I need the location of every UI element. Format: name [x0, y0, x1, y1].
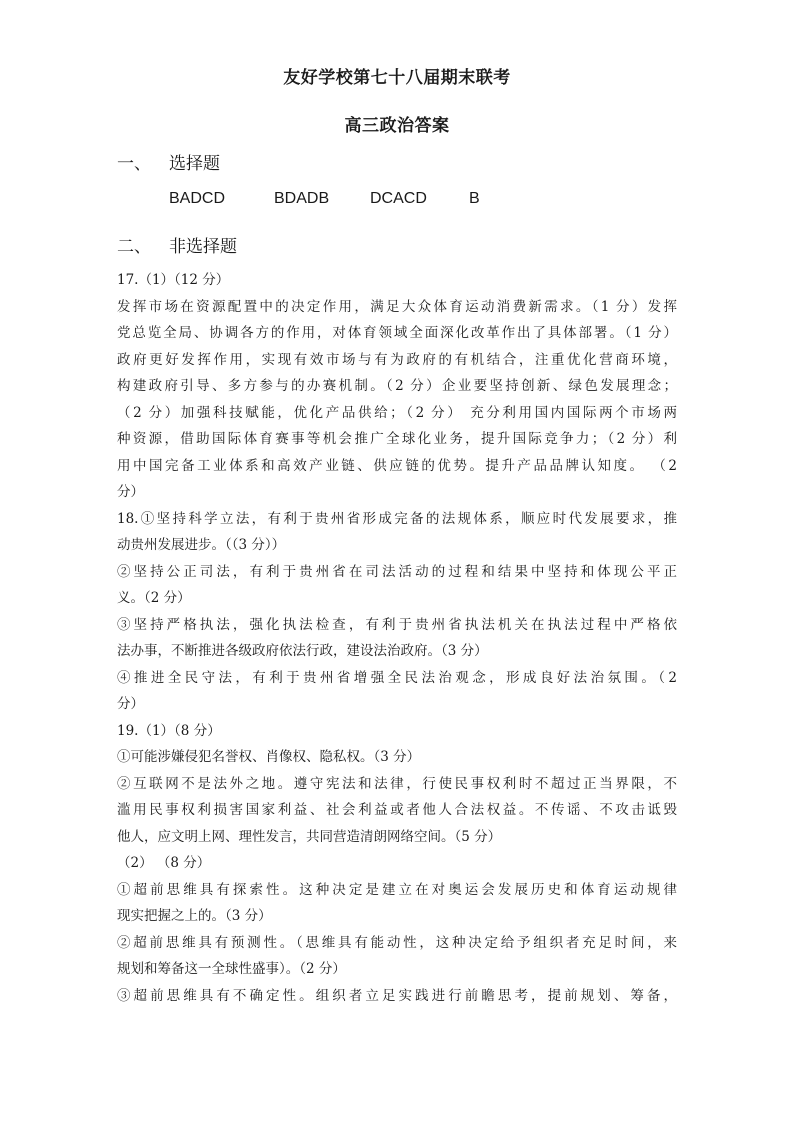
answer-line: 种资源，借助国际体育赛事等机会推广全球化业务，提升国际竞争力；（2 分）利: [117, 431, 677, 447]
answer-group: DCACD: [370, 190, 427, 207]
answer-line: ②坚持公正司法，有利于贵州省在司法活动的过程和结果中坚持和体现公平正: [117, 563, 677, 580]
answer-line: ③超前思维具有不确定性。组织者立足实践进行前瞻思考，提前规划、筹备，: [117, 987, 677, 1004]
answer-group: BADCD: [169, 190, 226, 207]
answer-line: 法办事，不断推进各级政府依法行政，建设法治政府。（3 分）: [117, 643, 488, 659]
answer-line: （2 分）加强科技赋能，优化产品供给；（2 分） 充分利用国内国际两个市场两: [117, 404, 677, 421]
answer-line: 党总览全局、协调各方的作用，对体育领域全面深化改革作出了具体部署。（1 分）: [117, 325, 677, 341]
answer-line: 发挥市场在资源配置中的决定作用，满足大众体育运动消费新需求。（1 分）发挥: [117, 298, 677, 315]
answer-line: 17.（1）（12 分）: [117, 272, 230, 288]
answer-line: 19.（1）（8 分）: [117, 722, 221, 739]
answer-line: 现实把握之上的。（3 分）: [117, 908, 272, 924]
answer-line: ①超前思维具有探索性。这种决定是建立在对奥运会发展历史和体育运动规律: [117, 881, 677, 898]
answer-line: ④推进全民守法，有利于贵州省增强全民法治观念，形成良好法治氛围。（2: [117, 669, 677, 686]
answer-line: 分）: [117, 484, 144, 500]
answer-line: 18.①坚持科学立法，有利于贵州省形成完备的法规体系，顺应时代发展要求，推: [117, 510, 677, 527]
answer-line: （2） （8 分）: [117, 855, 211, 871]
section-number: 二、: [117, 237, 151, 257]
answer-line: 他人，应文明上网、理性发言，共同营造清朗网络空间。（5 分）: [117, 828, 502, 845]
answer-line: 规划和筹备这一全球性盛事）。（2 分）: [117, 961, 346, 977]
answer-body: [117, 267, 677, 1009]
section-label: 选择题: [169, 154, 220, 174]
answer-line: ①可能涉嫌侵犯名誉权、肖像权、隐私权。（3 分）: [117, 749, 421, 765]
answer-line: 分）: [117, 696, 144, 712]
answer-line: ②互联网不是法外之地。遵守宪法和法律，行使民事权利时不超过正当界限，不: [117, 775, 677, 792]
section-number: 一、: [117, 154, 151, 174]
answer-line: ②超前思维具有预测性。（思维具有能动性，这种决定给予组织者充足时间，来: [117, 934, 677, 951]
answer-line: 滥用民事权利损害国家利益、社会利益或者他人合法权益。不传谣、不攻击诋毁: [117, 802, 677, 818]
answer-line: 政府更好发挥作用，实现有效市场与有为政府的有机结合，注重优化营商环境，: [117, 351, 677, 368]
answer-line: ③坚持严格执法，强化执法检查，有利于贵州省执法机关在执法过程中严格依: [117, 616, 677, 633]
answer-line: 构建政府引导、多方参与的办赛机制。（2 分）企业要坚持创新、绿色发展理念；: [117, 378, 677, 394]
answer-line: 用中国完备工业体系和高效产业链、供应链的优势。提升产品品牌认知度。 （2: [117, 457, 677, 474]
section-label: 非选择题: [169, 237, 237, 257]
answer-group: B: [469, 190, 480, 207]
answer-line: 动贵州发展进步。（（3 分））: [117, 537, 286, 553]
exam-title: 友好学校第七十八届期末联考: [283, 68, 511, 88]
section-heading-nonchoice: [117, 232, 237, 257]
answer-group: BDADB: [274, 190, 330, 207]
answer-line: 义。（2 分）: [117, 590, 191, 606]
section-heading-choice: [117, 149, 220, 174]
answer-subtitle: 高三政治答案: [344, 116, 450, 136]
